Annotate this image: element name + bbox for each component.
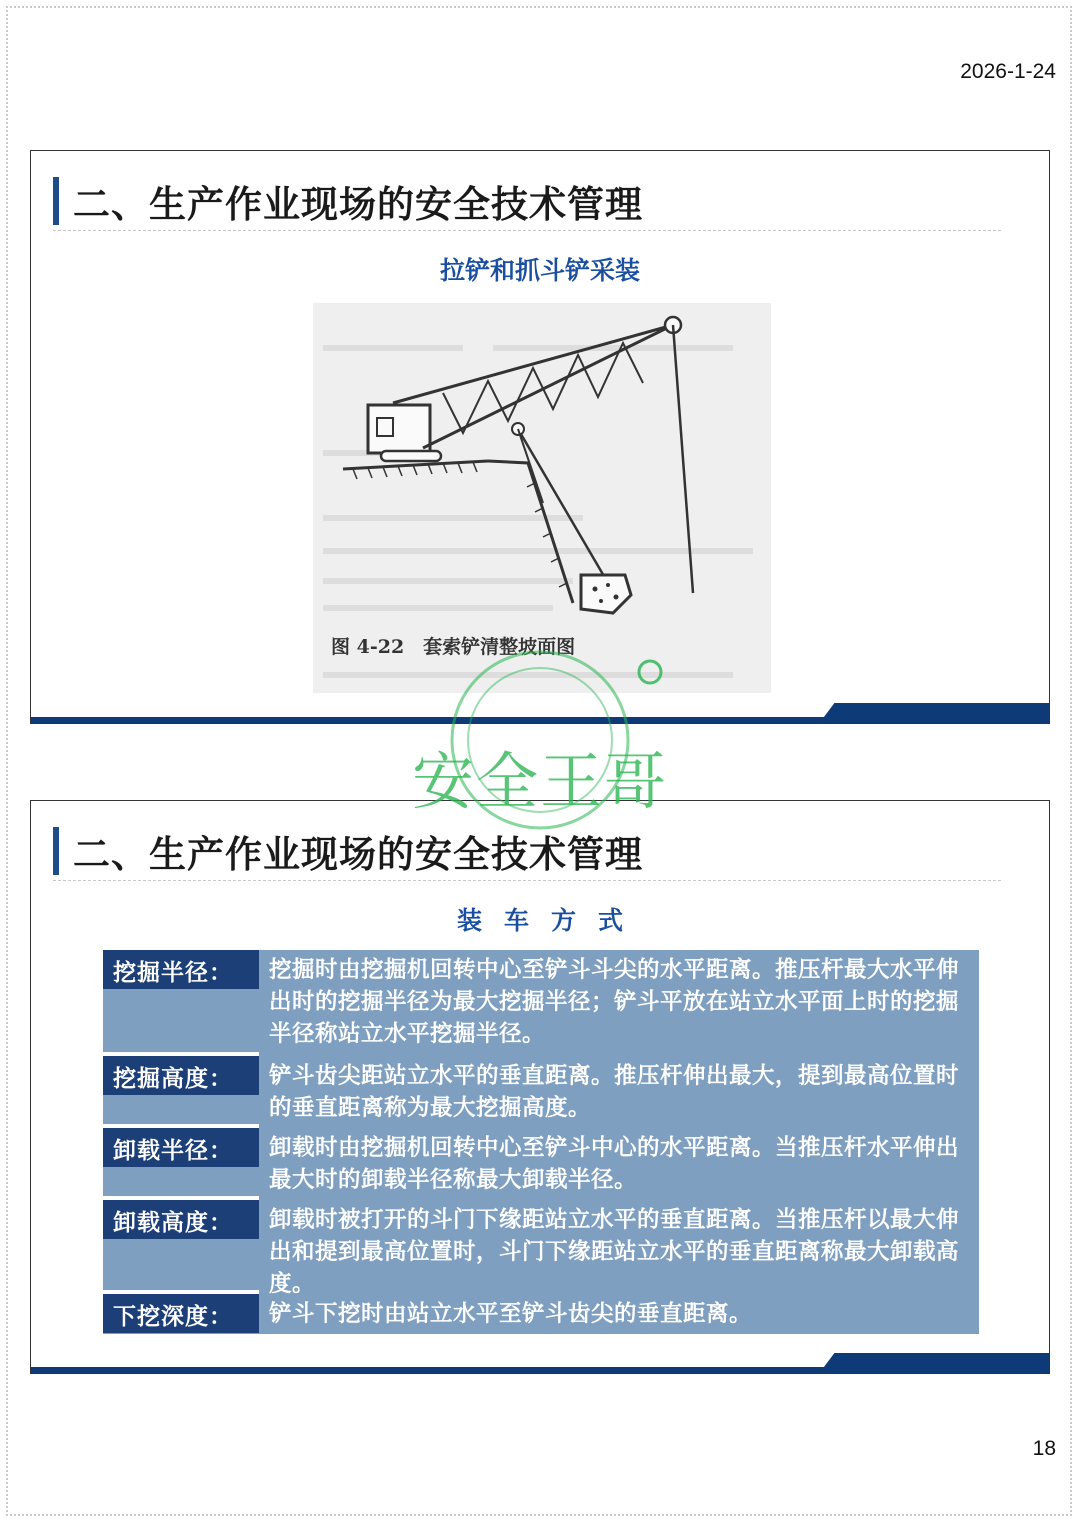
- row-label: 挖掘半径：: [113, 960, 233, 986]
- slide-2-subtitle: 装车方式: [456, 906, 645, 935]
- row-label: 下挖深度：: [113, 1304, 233, 1330]
- title-accent-bar: [53, 177, 59, 225]
- row-label: 卸载半径：: [113, 1138, 233, 1164]
- date-label: 2026-1-24: [960, 60, 1056, 83]
- table-row: [103, 1128, 979, 1198]
- row-description: 铲斗下挖时由站立水平至铲斗齿尖的垂直距离。: [269, 1301, 753, 1327]
- figure-caption: 图 4-22 套索铲清整坡面图: [331, 636, 576, 658]
- slide-2: [30, 800, 1050, 1374]
- page-number: 18: [1032, 1437, 1056, 1460]
- slide-1-bottom-band: [31, 703, 1049, 723]
- row-description: 卸载时被打开的斗门下缘距站立水平的垂直距离。当推压杆以最大伸出和提到最高位置时，斗门下缘距站立水平的垂直距离称最大卸载高度。: [269, 1207, 960, 1297]
- slide-1-subtitle: 拉铲和抓斗铲采装: [439, 256, 640, 285]
- slide-2-bottom-band: [31, 1353, 1049, 1373]
- table-row: [103, 1056, 979, 1126]
- table-row: [103, 950, 979, 1054]
- row-description: 卸载时由挖掘机回转中心至铲斗中心的水平距离。当推压杆水平伸出最大时的卸载半径称最大卸载半径。: [269, 1135, 960, 1193]
- header-divider: [53, 230, 1001, 231]
- watermark-text: 安全王哥: [412, 745, 669, 818]
- slide-1: [30, 150, 1050, 724]
- slide-2-title: 二、生产作业现场的安全技术管理: [73, 833, 643, 876]
- row-description: 铲斗齿尖距站立水平的垂直距离。推压杆伸出最大，提到最高位置时的垂直距离称为最大挖掘高度。: [269, 1063, 960, 1121]
- row-description: 挖掘时由挖掘机回转中心至铲斗斗尖的水平距离。推压杆最大水平伸出时的挖掘半径为最大挖掘半径；铲斗平放在站立水平面上时的挖掘半径称站立水平挖掘半径。: [269, 957, 960, 1047]
- row-label: 卸载高度：: [113, 1210, 233, 1236]
- slide-1-title: 二、生产作业现场的安全技术管理: [73, 183, 643, 226]
- definitions-table: [103, 950, 979, 1334]
- table-row: [103, 1200, 979, 1297]
- row-label: 挖掘高度：: [113, 1066, 233, 1092]
- title-accent-bar: [53, 827, 59, 875]
- dragline-figure: [313, 303, 771, 693]
- table-row: [103, 1294, 979, 1334]
- slide-1-header: [53, 177, 643, 225]
- header-divider: [53, 880, 1001, 881]
- slide-2-header: [53, 827, 643, 875]
